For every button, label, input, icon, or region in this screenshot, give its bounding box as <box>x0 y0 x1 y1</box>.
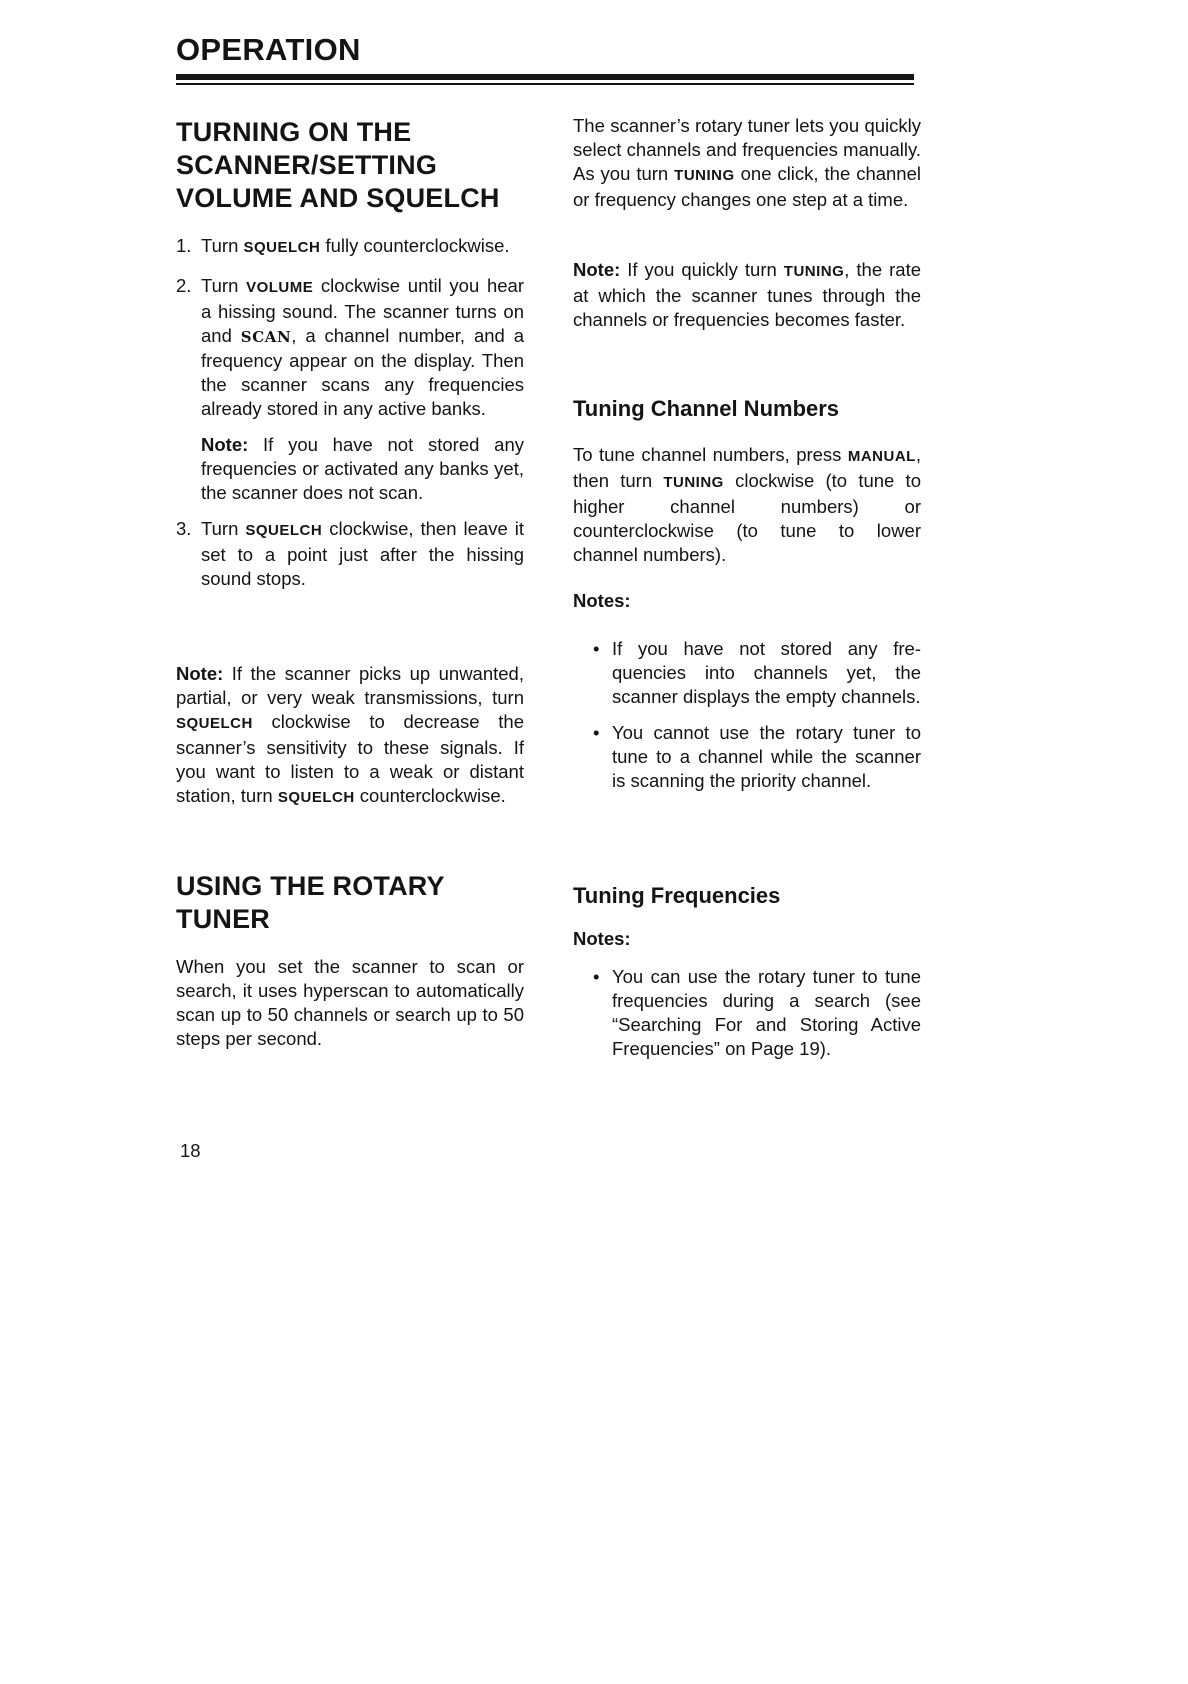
step-text: clockwise until you hear a hissing sound. The scanner turns on and <box>201 275 524 346</box>
step-text: , a channel number, and a frequency appear on the display. Then the scanner scans any frequencies already stored in any active banks. <box>201 325 524 419</box>
paragraph-text: , then turn <box>573 444 921 491</box>
step-number: 1. <box>176 235 192 256</box>
control-name: TUNING <box>674 167 735 184</box>
header-rule-thick <box>176 74 914 80</box>
note-text: , the rate at which the scanner tunes through the channels or frequencies becomes faster. <box>573 259 922 330</box>
control-name: SQUELCH <box>176 715 253 732</box>
paragraph-text: one click, the channel or frequency changes one step at a time. <box>573 163 921 210</box>
paragraph-text: clockwise (to tune to higher channel numbers) or counterclockwise (to tune to lower channel numbers). <box>573 470 921 565</box>
note-label: Note: <box>573 259 621 280</box>
step-text: Turn <box>201 235 244 256</box>
control-name: SQUELCH <box>277 789 355 806</box>
list-item <box>573 721 921 793</box>
steps-list <box>176 234 524 591</box>
control-name: MANUAL <box>847 448 916 465</box>
note-text: If you have not stored any frequencies or activated any banks yet, the scanner does not scan. <box>201 434 524 503</box>
note-label: Note: <box>201 434 249 455</box>
bullet-icon: • <box>593 966 600 987</box>
control-name: SQUELCH <box>243 239 321 256</box>
channel-notes-list <box>573 637 921 793</box>
tuning-channel-paragraph <box>573 443 921 567</box>
note-label: Note: <box>176 663 224 684</box>
step-1 <box>176 234 524 260</box>
control-name: TUNING <box>783 263 845 280</box>
notes-label: Notes: <box>573 590 631 611</box>
section-heading-line: TUNER <box>176 904 270 934</box>
control-name: SCAN <box>240 328 292 346</box>
control-name: TUNING <box>663 474 724 491</box>
section-turning-on-heading <box>176 116 524 215</box>
page-header-title: OPERATION <box>176 32 361 67</box>
note-text: clockwise to decrease the scanner’s sensitivity to these signals. If you want to listen to a weak or distant station, turn <box>176 711 524 806</box>
tuning-speed-note <box>573 258 921 332</box>
step-text: Turn <box>201 518 246 539</box>
squelch-note <box>176 662 524 810</box>
paragraph-text: To tune channel numbers, press <box>573 444 848 465</box>
bullet-text: You cannot use the rotary tuner to tune to a channel while the scanner is scanning the priority channel. <box>612 722 921 791</box>
list-item <box>573 637 921 709</box>
subheading-tuning-frequencies: Tuning Frequencies <box>573 883 781 908</box>
section-heading-line: VOLUME AND SQUELCH <box>176 183 500 213</box>
step-2-note <box>176 433 524 505</box>
control-name: SQUELCH <box>245 522 323 539</box>
control-name: VOLUME <box>246 279 314 296</box>
step-text: fully counterclockwise. <box>320 235 510 256</box>
bullet-icon: • <box>593 638 600 659</box>
step-2 <box>176 274 524 421</box>
rotary-intro-paragraph: When you set the scanner to scan or search, it uses hyperscan to automatically scan up to 50 channels or search up to 50 steps per second. <box>176 956 524 1049</box>
rotary-tuner-description <box>573 114 921 212</box>
frequency-notes-list <box>573 965 921 1061</box>
subheading-tuning-channel-numbers: Tuning Channel Numbers <box>573 396 840 421</box>
section-heading-line: TURNING ON THE <box>176 117 412 147</box>
header-rule-thin <box>176 83 914 85</box>
bullet-icon: • <box>593 722 600 743</box>
note-text: If the scanner picks up unwanted, partial, or very weak transmissions, turn <box>176 663 524 708</box>
section-heading-line: USING THE ROTARY <box>176 871 445 901</box>
notes-label: Notes: <box>573 928 631 949</box>
section-rotary-heading <box>176 870 524 936</box>
paragraph-text: The scanner’s rotary tuner lets you quickly select channels and frequencies manually. As you turn <box>573 115 921 184</box>
page-number: 18 <box>180 1140 201 1161</box>
step-number: 2. <box>176 275 192 296</box>
section-heading-line: SCANNER/SETTING <box>176 150 438 180</box>
step-3 <box>176 517 524 591</box>
step-text: Turn <box>201 275 247 296</box>
list-item <box>573 965 921 1061</box>
note-text: If you quickly turn <box>620 259 784 280</box>
step-number: 3. <box>176 518 192 539</box>
bullet-text: If you have not stored any frequencies into channels yet, the scanner displays the empty channels. <box>612 638 921 707</box>
bullet-text: You can use the rotary tuner to tune frequencies during a search (see “Searching For and Storing Active Frequencies” on Page 19). <box>612 966 921 1059</box>
note-text: counterclockwise. <box>354 785 506 806</box>
step-text: clockwise, then leave it set to a point just after the hissing sound stops. <box>201 518 524 589</box>
